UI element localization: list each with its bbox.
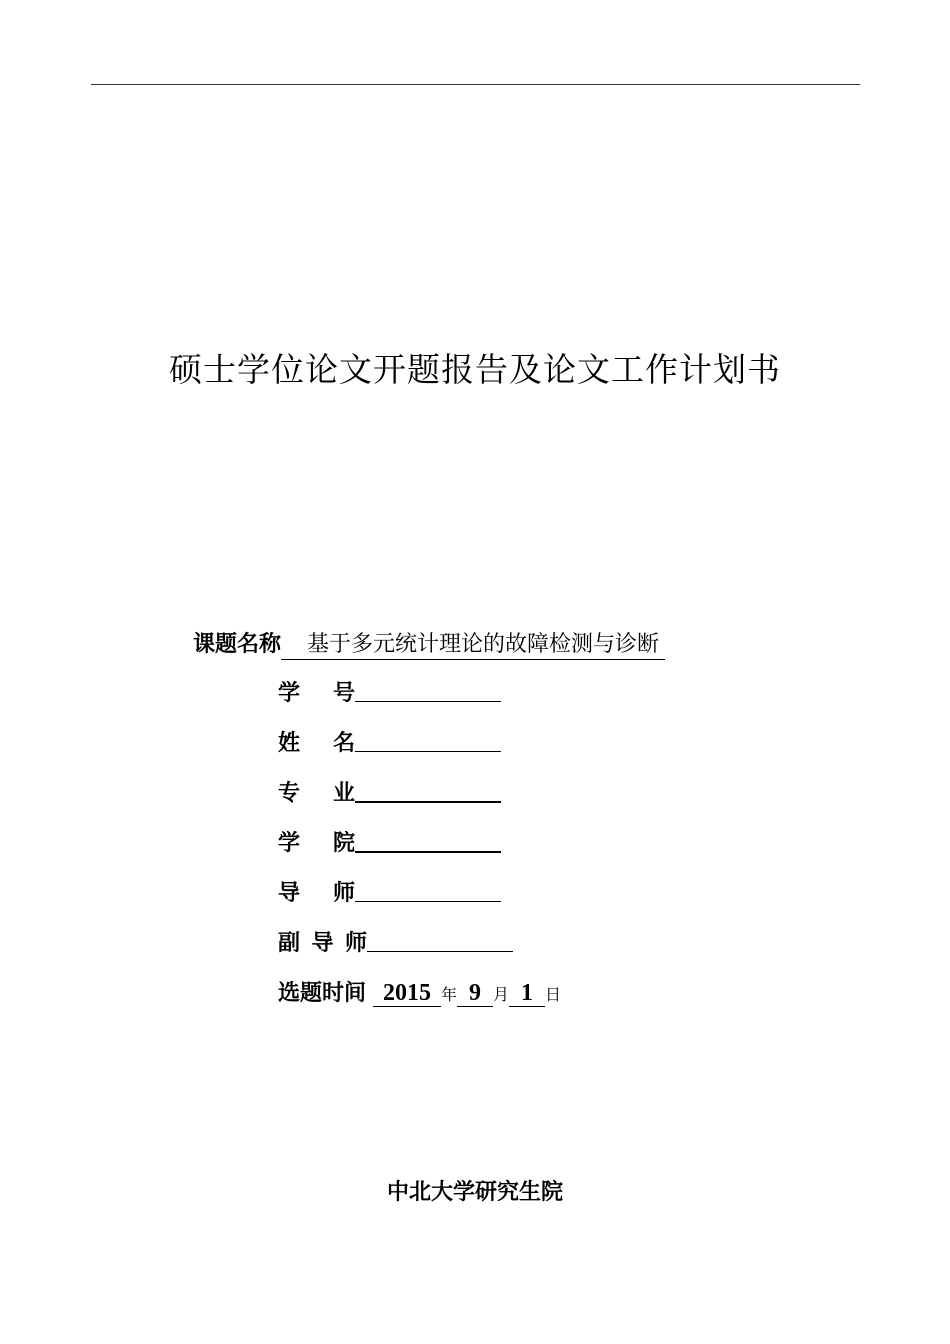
field-row-college — [278, 827, 501, 861]
co-advisor-label: 副 导 师 — [278, 931, 367, 956]
college-label: 学 院 — [278, 831, 355, 856]
major-blank — [355, 777, 501, 803]
top-rule — [91, 84, 860, 85]
name-label: 姓 名 — [278, 731, 355, 756]
date-month-unit: 月 — [493, 985, 510, 1004]
student-id-blank — [355, 677, 501, 702]
field-row-co-advisor — [278, 927, 513, 961]
date-day: 1 — [509, 980, 545, 1007]
advisor-blank — [355, 877, 501, 902]
date-year-unit: 年 — [441, 985, 458, 1004]
document-title: 硕士学位论文开题报告及论文工作计划书 — [169, 350, 781, 389]
field-row-student-id — [278, 677, 501, 711]
date-year: 2015 — [373, 980, 441, 1007]
advisor-label: 导 师 — [278, 881, 355, 906]
college-blank — [355, 827, 501, 853]
selection-date-row — [278, 977, 561, 1011]
major-label: 专 业 — [278, 781, 355, 806]
date-day-unit: 日 — [545, 985, 562, 1004]
topic-row — [193, 628, 665, 662]
school-name: 中北大学研究生院 — [386, 1180, 563, 1205]
student-id-label: 学 号 — [278, 681, 355, 706]
field-row-advisor — [278, 877, 501, 911]
topic-value: 基于多元统计理论的故障检测与诊断 — [281, 631, 665, 660]
name-blank — [355, 727, 501, 752]
topic-label: 课题名称 — [193, 632, 282, 657]
field-row-name — [278, 727, 501, 761]
co-advisor-blank — [367, 927, 513, 952]
date-label: 选题时间 — [278, 981, 367, 1006]
date-month: 9 — [457, 980, 493, 1007]
field-row-major — [278, 777, 501, 811]
